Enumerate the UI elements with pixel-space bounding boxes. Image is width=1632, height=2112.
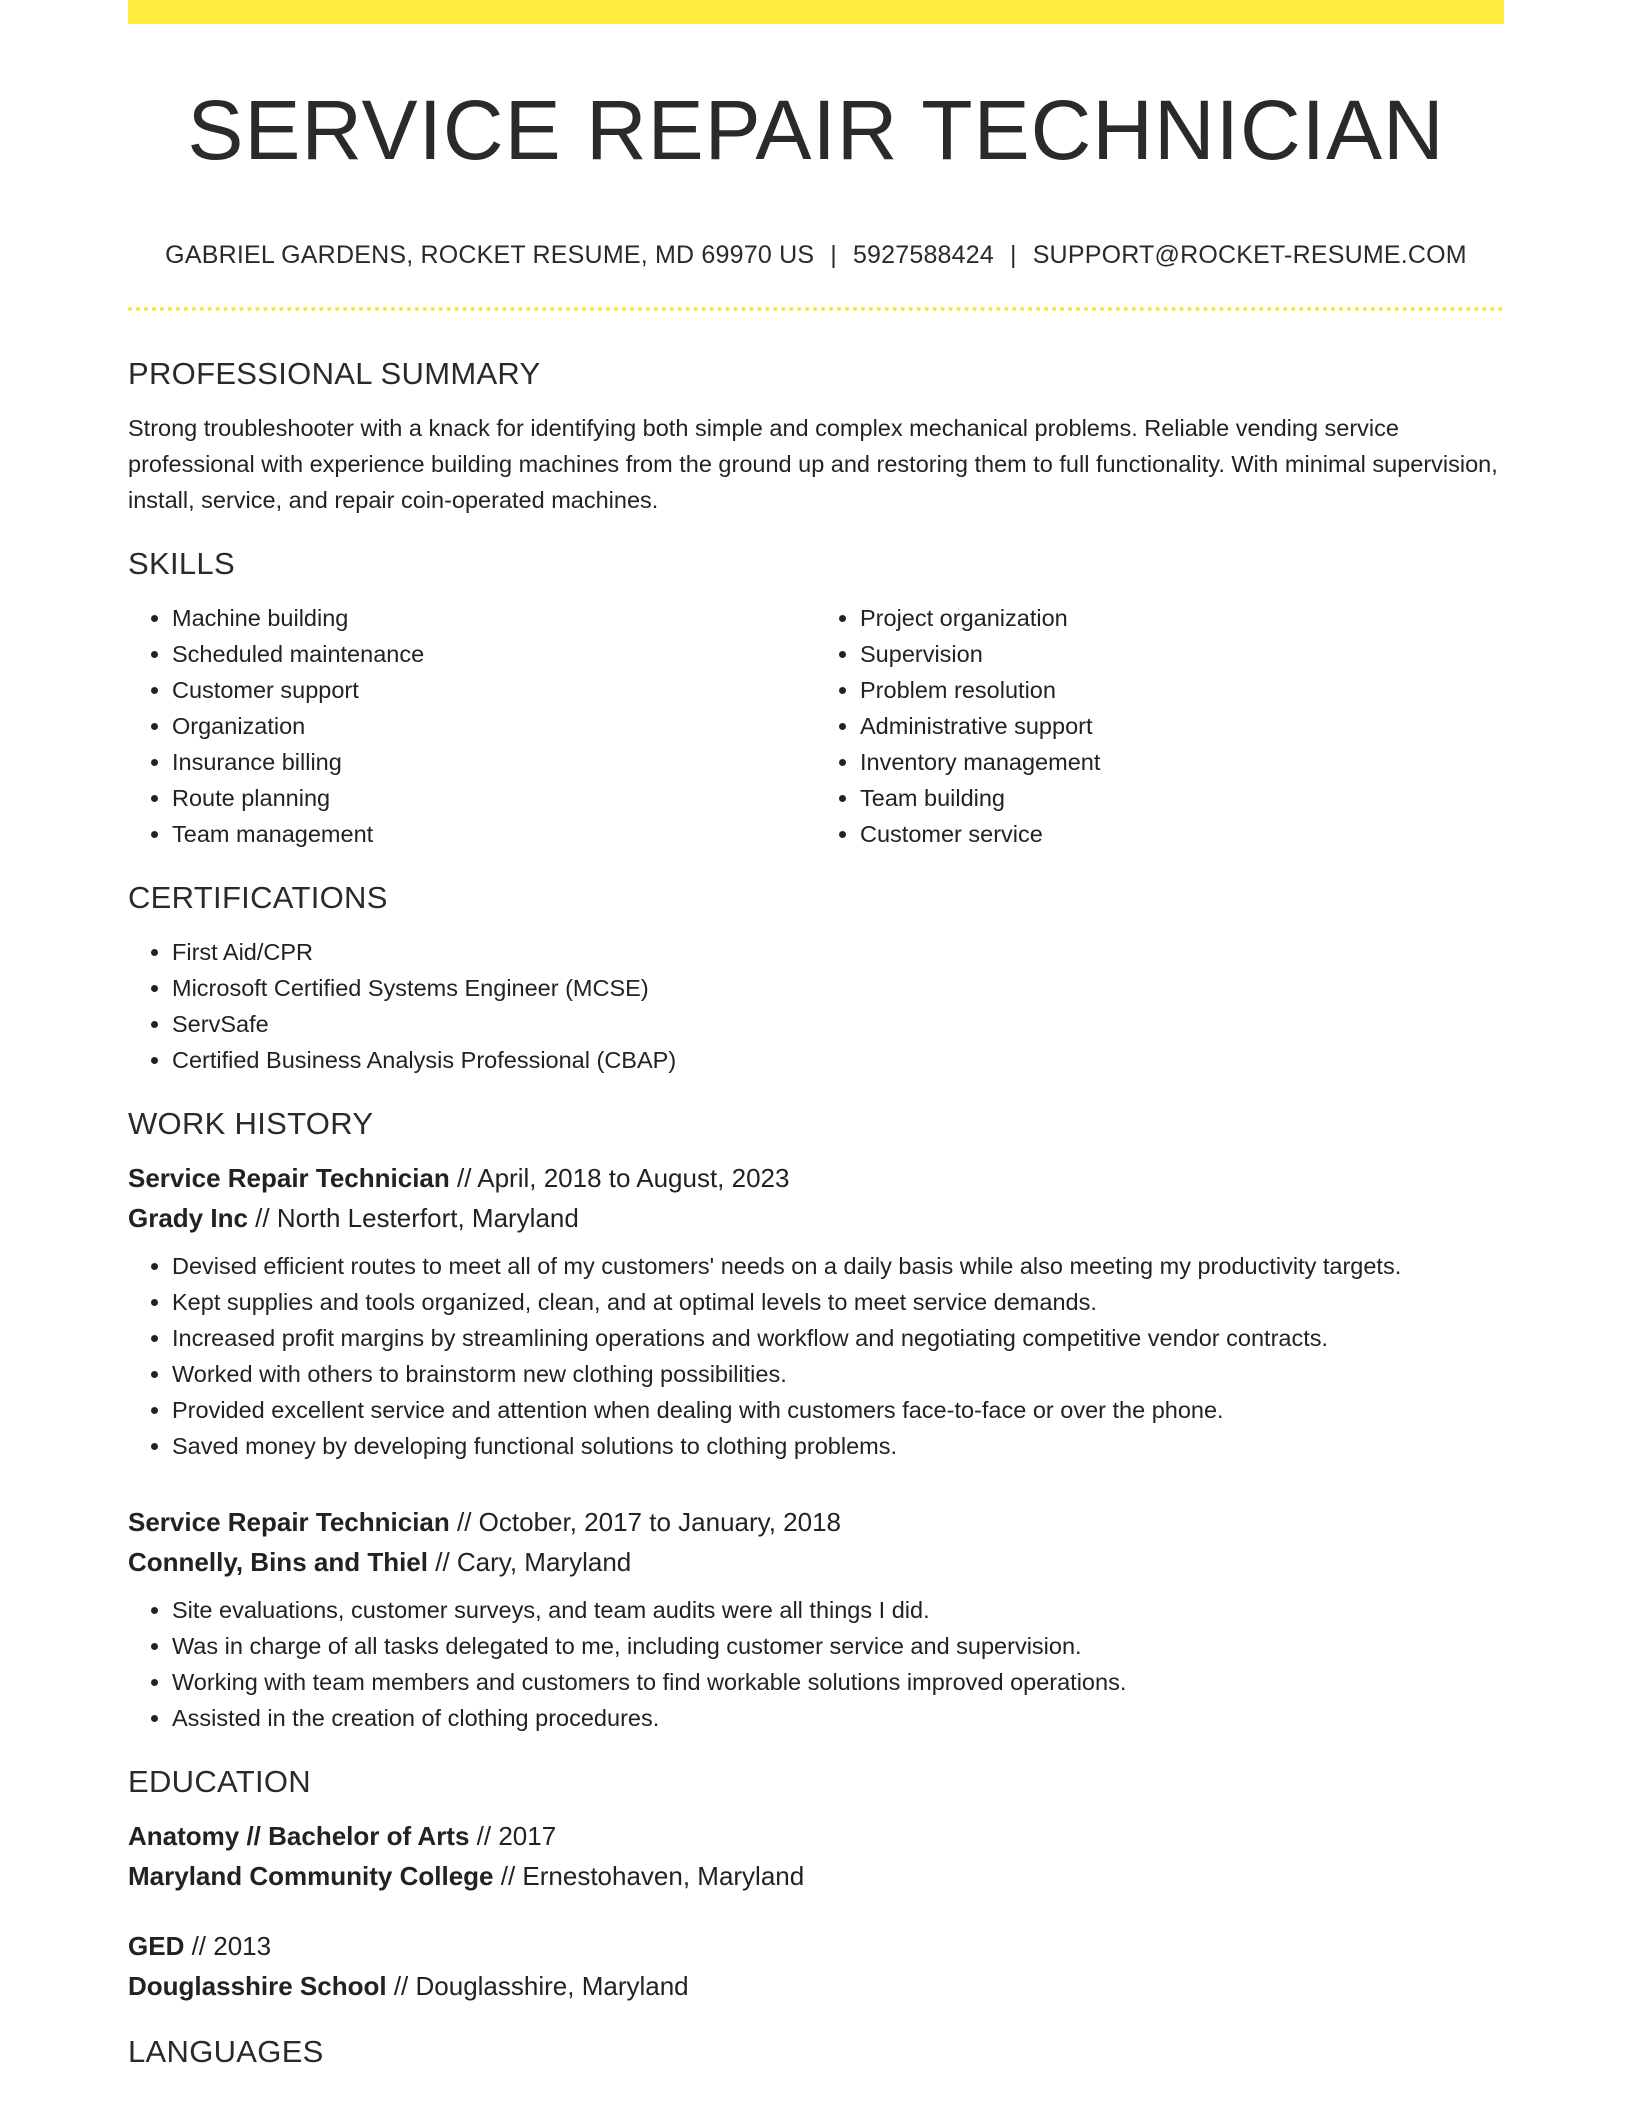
resume-content [128,352,1504,2074]
summary-text: Strong troubleshooter with a knack for identifying both simple and complex mechanical problems. Reliable vending service professional with experience building machines from the ground up and restoring them to full functionality. With minimal supervision, install, service, and repair coin-operated machines. [128,415,1498,513]
skill-item: • Supervision [860,636,1504,672]
skill-item: • Scheduled maintenance [172,636,816,672]
job-bullet: • Was in charge of all tasks delegated to me, including customer service and supervision. [172,1628,1504,1664]
top-accent-bar [128,0,1504,24]
job-dates: // October, 2017 to January, 2018 [449,1507,841,1537]
job-dates: // April, 2018 to August, 2023 [449,1163,790,1193]
education-year: // 2013 [184,1931,272,1961]
skill-item: • Problem resolution [860,672,1504,708]
education-degree: Anatomy // Bachelor of Arts [128,1821,470,1851]
job-title: Service Repair Technician [128,1163,450,1193]
skill-item: • Administrative support [860,708,1504,744]
job-company-line [128,1542,1504,1582]
certification-item: • ServSafe [172,1006,1504,1042]
section-heading: CERTIFICATIONS [128,880,388,915]
education-entry [128,1926,1504,2006]
job-bullets [128,1248,1504,1464]
skill-item: • Machine building [172,600,816,636]
job-bullet: • Kept supplies and tools organized, clean, and at optimal levels to meet service demands. [172,1284,1504,1320]
skill-item: • Team building [860,780,1504,816]
certifications-list [128,934,1504,1078]
skill-item: • Customer service [860,816,1504,852]
job-bullets [128,1592,1504,1736]
skills-section [128,542,1504,852]
section-heading: PROFESSIONAL SUMMARY [128,356,541,391]
skill-item: • Customer support [172,672,816,708]
section-heading: EDUCATION [128,1764,311,1799]
certification-item: • First Aid/CPR [172,934,1504,970]
skill-item: • Insurance billing [172,744,816,780]
address: GABRIEL GARDENS, ROCKET RESUME, MD 69970 US [165,241,815,269]
job-entry [128,1158,1504,1464]
section-heading: WORK HISTORY [128,1106,374,1141]
skill-item: • Inventory management [860,744,1504,780]
certifications-section [128,876,1504,1078]
skills-columns [128,600,1504,852]
dotted-divider [128,307,1504,311]
job-title-line [128,1502,1504,1542]
certification-item: • Microsoft Certified Systems Engineer (MCSE) [172,970,1504,1006]
job-bullet: • Devised efficient routes to meet all of my customers' needs on a daily basis while also meeting my productivity targets. [172,1248,1504,1284]
languages-section [128,2030,1504,2074]
job-bullet: • Site evaluations, customer surveys, and team audits were all things I did. [172,1592,1504,1628]
job-company: Connelly, Bins and Thiel [128,1547,428,1577]
contact-line [128,237,1504,273]
job-bullet: • Saved money by developing functional solutions to clothing problems. [172,1428,1504,1464]
education-location: // Ernestohaven, Maryland [493,1861,805,1891]
summary-section [128,352,1504,518]
education-degree-line [128,1926,1504,1966]
skills-list-right [816,600,1504,852]
job-bullet: • Working with team members and customers to find workable solutions improved operations. [172,1664,1504,1700]
job-location: // Cary, Maryland [428,1547,632,1577]
phone: 5927588424 [852,241,994,269]
education-degree-line [128,1816,1504,1856]
education-degree: GED [128,1931,185,1961]
education-school-line [128,1856,1504,1896]
section-heading: LANGUAGES [128,2034,324,2069]
job-entry [128,1502,1504,1736]
job-title-line [128,1158,1504,1198]
skill-item: • Organization [172,708,816,744]
certification-item: • Certified Business Analysis Professional (CBAP) [172,1042,1504,1078]
education-school: Maryland Community College [128,1861,494,1891]
education-year: // 2017 [469,1821,557,1851]
email: SUPPORT@ROCKET-RESUME.COM [1032,241,1467,269]
education-school-line [128,1966,1504,2006]
job-bullet: • Provided excellent service and attention when dealing with customers face-to-face or over the phone. [172,1392,1504,1428]
job-bullet: • Increased profit margins by streamlining operations and workflow and negotiating competitive vendor contracts. [172,1320,1504,1356]
skill-item: • Project organization [860,600,1504,636]
resume-title: SERVICE REPAIR TECHNICIAN [187,83,1445,177]
skill-item: • Route planning [172,780,816,816]
work-history-section [128,1102,1504,1736]
skills-list-left [128,600,816,852]
education-entry [128,1816,1504,1896]
education-location: // Douglasshire, Maryland [386,1971,689,2001]
education-school: Douglasshire School [128,1971,387,2001]
job-location: // North Lesterfort, Maryland [247,1203,579,1233]
section-heading: SKILLS [128,546,235,581]
job-title: Service Repair Technician [128,1507,450,1537]
contact-separator: | [830,241,837,269]
education-section [128,1760,1504,2006]
contact-separator: | [1009,241,1017,269]
job-bullet: • Worked with others to brainstorm new clothing possibilities. [172,1356,1504,1392]
skill-item: • Team management [172,816,816,852]
job-bullet: • Assisted in the creation of clothing procedures. [172,1700,1504,1736]
job-company-line [128,1198,1504,1238]
job-company: Grady Inc [128,1203,248,1233]
